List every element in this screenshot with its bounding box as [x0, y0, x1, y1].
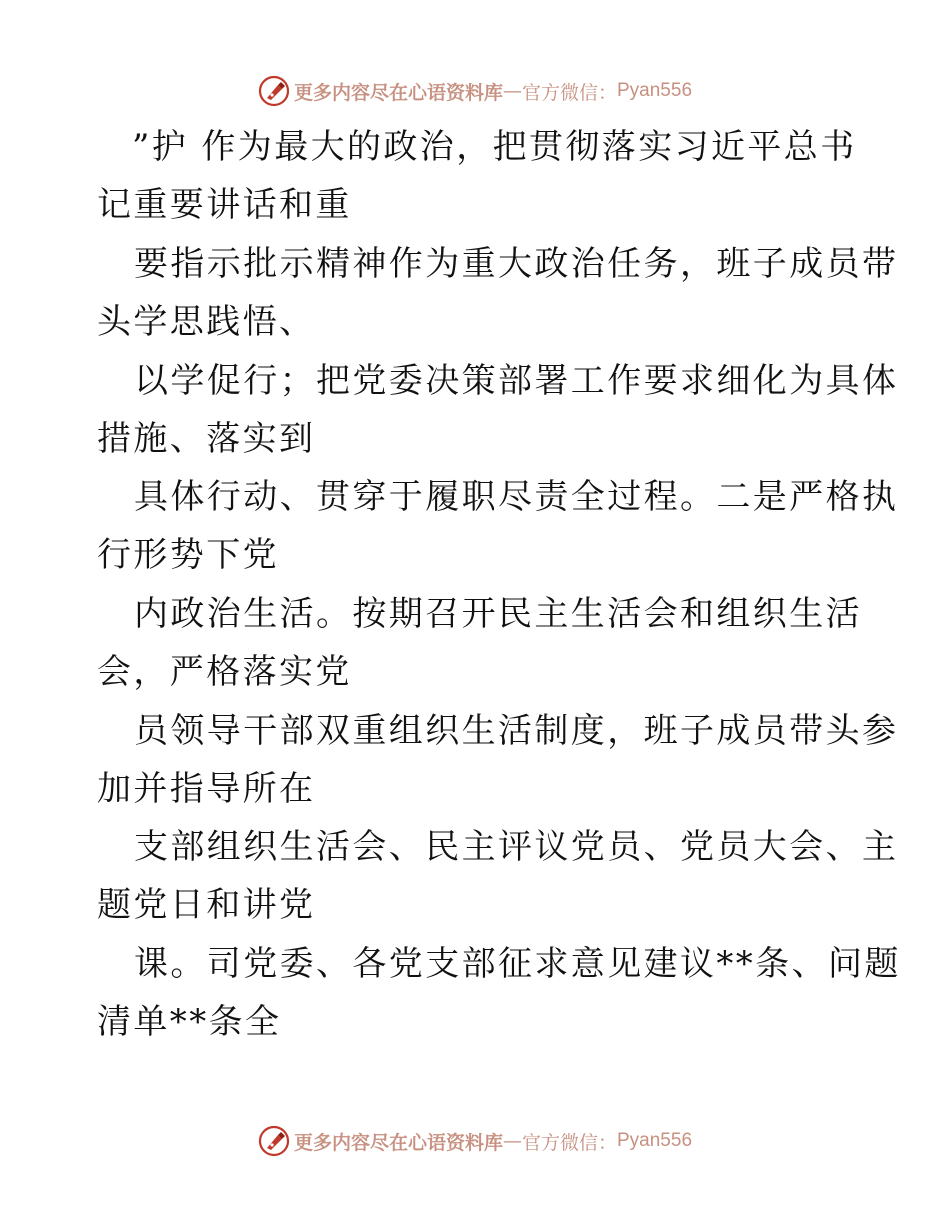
body-line: 具体行动、贯穿于履职尽责全过程。二是严格执 — [134, 477, 899, 517]
body-line: 支部组织生活会、民主评议党员、党员大会、主 — [134, 827, 899, 867]
body-line: 课。司党委、各党支部征求意见建议**条、问题 — [134, 944, 901, 984]
body-line: 措施、落实到 — [97, 419, 316, 459]
body-line: 清单**条全 — [97, 1002, 282, 1042]
banner-main-text: 更多内容尽在心语资料库 — [293, 81, 503, 104]
footer-banner — [0, 1121, 950, 1161]
body-line: 记重要讲话和重 — [97, 185, 352, 225]
banner-main-text: 更多内容尽在心语资料库 — [293, 1131, 503, 1154]
body-line: 题党日和讲党 — [97, 885, 316, 925]
banner-wechat-id: Pyan556 — [617, 1130, 693, 1151]
banner-wechat-label: 官方微信： — [521, 1131, 617, 1154]
banner-dash: — — [502, 1130, 522, 1152]
body-line: 员领导干部双重组织生活制度，班子成员带头参 — [134, 711, 899, 751]
body-line: 会，严格落实党 — [97, 652, 352, 692]
pen-nib-logo-icon — [258, 1125, 290, 1157]
banner-dash: — — [502, 80, 522, 102]
body-line: 加并指导所在 — [97, 769, 316, 809]
pen-nib-logo-icon — [258, 75, 290, 107]
banner-wechat-id: Pyan556 — [617, 80, 693, 101]
banner-wechat-label: 官方微信： — [521, 81, 617, 104]
body-line: 要指示批示精神作为重大政治任务，班子成员带 — [134, 244, 899, 284]
header-banner — [0, 71, 950, 111]
body-line: ”护 作为最大的政治，把贯彻落实习近平总书 — [132, 127, 857, 167]
body-line: 行形势下党 — [97, 535, 279, 575]
body-line: 内政治生活。按期召开民主生活会和组织生活 — [134, 594, 862, 634]
body-line: 以学促行；把党委决策部署工作要求细化为具体 — [134, 361, 899, 401]
body-line: 头学思践悟、 — [97, 302, 316, 342]
